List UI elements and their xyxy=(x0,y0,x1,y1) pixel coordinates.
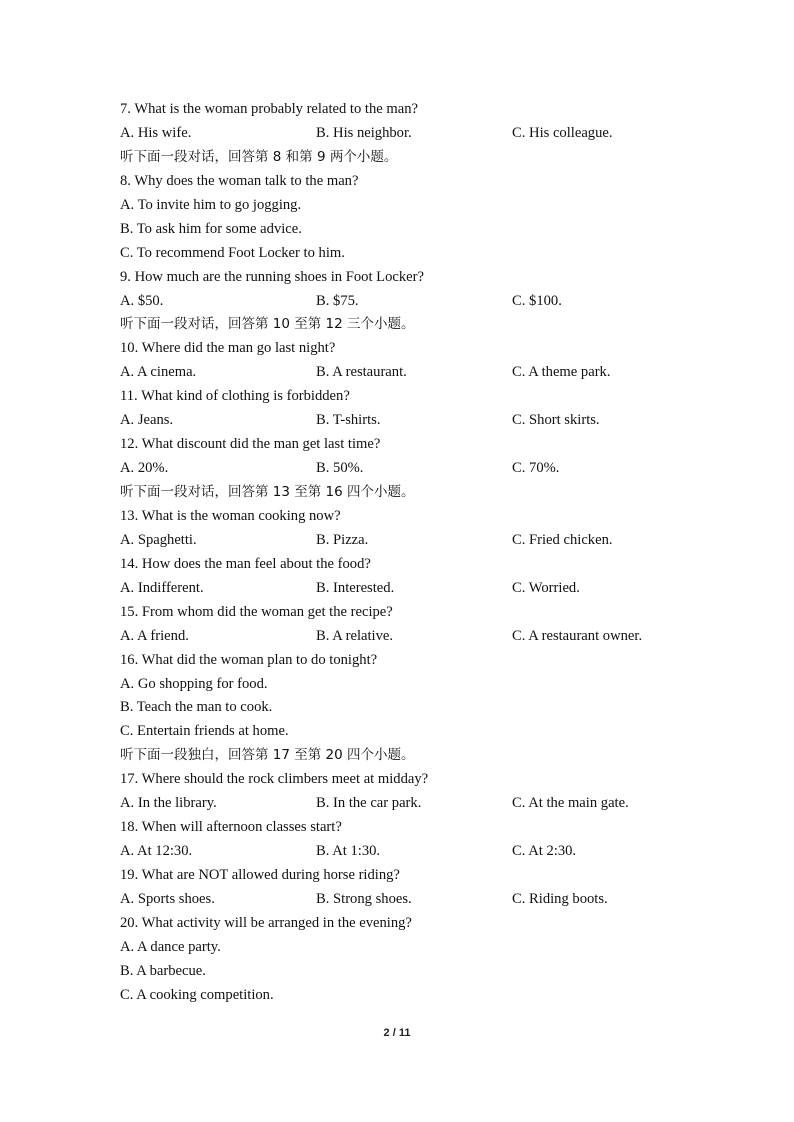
answer-option: B. In the car park. xyxy=(316,795,422,812)
answer-options-row xyxy=(120,122,740,146)
answer-options-row xyxy=(120,457,740,481)
section-instruction: 听下面一段对话，回答第 13 至第 16 四个小题。 xyxy=(120,484,415,500)
answer-options-row xyxy=(120,529,740,553)
question-text: 20. What activity will be arranged in the evening? xyxy=(120,914,412,931)
question-text: 11. What kind of clothing is forbidden? xyxy=(120,388,350,405)
answer-option: C. To recommend Foot Locker to him. xyxy=(120,244,345,261)
answer-option: B. T-shirts. xyxy=(316,412,381,429)
question-text: 15. From whom did the woman get the recipe? xyxy=(120,603,393,620)
answer-option: A. In the library. xyxy=(120,795,217,812)
answer-option: B. Interested. xyxy=(316,579,395,596)
answer-option: C. Worried. xyxy=(512,579,580,596)
answer-option: C. Fried chicken. xyxy=(512,531,613,548)
answer-option: A. A dance party. xyxy=(120,938,221,955)
answer-options-row xyxy=(120,290,740,314)
question-text: 18. When will afternoon classes start? xyxy=(120,819,342,836)
answer-option: C. At the main gate. xyxy=(512,795,629,812)
answer-option: B. $75. xyxy=(316,292,359,309)
answer-options-row xyxy=(120,888,740,912)
answer-option: B. A restaurant. xyxy=(316,364,407,381)
answer-option: C. $100. xyxy=(512,292,562,309)
question-text: 14. How does the man feel about the food? xyxy=(120,555,371,572)
answer-option: A. Go shopping for food. xyxy=(120,675,268,692)
section-instruction: 听下面一段对话，回答第 8 和第 9 两个小题。 xyxy=(120,148,398,165)
section-instruction: 听下面一段独白，回答第 17 至第 20 四个小题。 xyxy=(120,747,415,764)
question-text: 16. What did the woman plan to do tonight? xyxy=(120,651,378,668)
answer-option: A. Sports shoes. xyxy=(120,890,215,907)
answer-options-row xyxy=(120,840,740,864)
answer-option: C. His colleague. xyxy=(512,124,613,141)
answer-options-row xyxy=(120,792,740,816)
answer-option: B. Teach the man to cook. xyxy=(120,699,273,716)
question-text: 10. Where did the man go last night? xyxy=(120,340,336,357)
answer-option: A. Jeans. xyxy=(120,412,174,429)
answer-option: A. 20%. xyxy=(120,460,169,477)
answer-option: B. A relative. xyxy=(316,627,394,644)
question-text: 7. What is the woman probably related to the man? xyxy=(120,101,419,117)
question-text: 17. Where should the rock climbers meet at midday? xyxy=(120,771,429,788)
answer-options-row xyxy=(120,577,740,601)
answer-option: C. 70%. xyxy=(512,460,560,477)
answer-option: A. Spaghetti. xyxy=(120,531,197,548)
answer-option: B. 50%. xyxy=(316,460,364,477)
answer-option: A. A friend. xyxy=(120,627,189,644)
question-text: 13. What is the woman cooking now? xyxy=(120,507,341,524)
answer-option: A. A cinema. xyxy=(120,364,197,381)
answer-options-row xyxy=(120,409,740,433)
answer-option: A. $50. xyxy=(120,292,164,309)
answer-options-row xyxy=(120,361,740,385)
answer-option: A. Indifferent. xyxy=(120,579,204,596)
answer-option: C. Short skirts. xyxy=(512,412,600,429)
answer-options-row xyxy=(120,625,740,649)
answer-option: C. Entertain friends at home. xyxy=(120,723,289,740)
answer-option: B. His neighbor. xyxy=(316,124,412,141)
answer-option: C. A restaurant owner. xyxy=(512,627,643,644)
section-instruction: 听下面一段对话，回答第 10 至第 12 三个小题。 xyxy=(120,316,415,333)
question-text: 8. Why does the woman talk to the man? xyxy=(120,172,359,189)
answer-option: B. Pizza. xyxy=(316,531,369,548)
question-text: 12. What discount did the man get last time? xyxy=(120,436,381,453)
answer-option: A. His wife. xyxy=(120,124,192,141)
answer-option: B. To ask him for some advice. xyxy=(120,220,302,237)
answer-option: B. At 1:30. xyxy=(316,843,381,860)
exam-content xyxy=(120,98,740,1008)
answer-option: C. A theme park. xyxy=(512,364,611,381)
answer-option: B. Strong shoes. xyxy=(316,890,412,907)
question-text: 9. How much are the running shoes in Foot Locker? xyxy=(120,268,424,285)
answer-option: C. Riding boots. xyxy=(512,890,608,907)
answer-option: A. At 12:30. xyxy=(120,843,193,860)
answer-option: A. To invite him to go jogging. xyxy=(120,196,302,213)
answer-option: B. A barbecue. xyxy=(120,962,206,979)
page-number: 2 / 11 xyxy=(383,1027,411,1039)
question-text: 19. What are NOT allowed during horse riding? xyxy=(120,867,400,883)
answer-option: C. At 2:30. xyxy=(512,843,577,860)
answer-option: C. A cooking competition. xyxy=(120,986,274,1003)
